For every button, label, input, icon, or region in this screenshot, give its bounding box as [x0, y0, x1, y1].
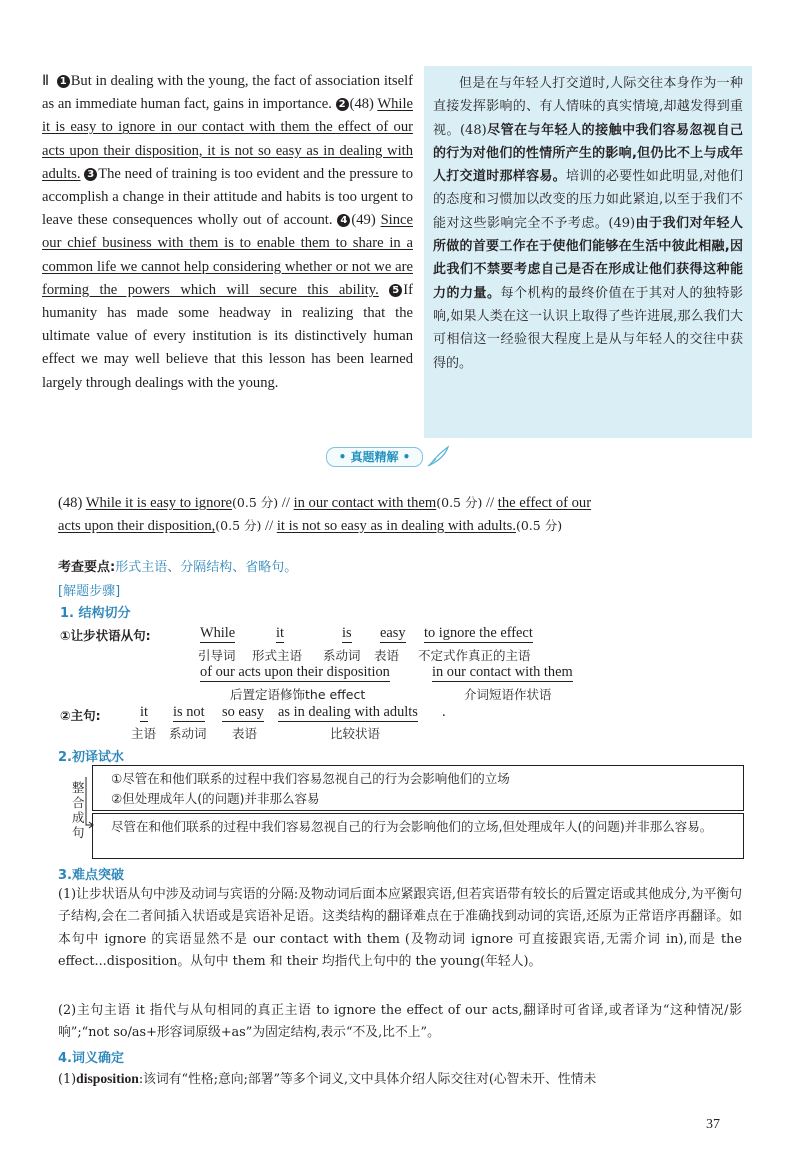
step-1-title: 1. 结构切分 [60, 606, 131, 621]
label-postmodifier: 后置定语修饰the effect [230, 687, 366, 702]
label-subject: 主语 [131, 726, 157, 741]
cn-part-1: 但是在与年轻人打交道时,人际交往本身作为一种直接发挥影响的、有人情味的真实情境,却越发得到重视。(48) [433, 76, 743, 138]
step-4-title: 4.词义确定 [58, 1051, 124, 1066]
step-3-paragraph-1: (1)让步状语从句中涉及动词与宾语的分隔:及物动词后面本应紧跟宾语,但若宾语带有较长的后置定语或其他成分,为平衡句子结构,会在二者间插入状语或是宾语补足语。这类结构的翻译难点在于准确找到动词的宾语,还原为正常语序再翻译。如本句中 ignore 的宾语显然不是 our contact with them (及物动词 ignore 可直接跟宾语,无需介词 in),而是 the effect...disposition。从句中 them 和 their 均指代上句中的 the young(年轻人)。 [58, 887, 742, 969]
scoring-segment-1: While it is easy to ignore [85, 495, 233, 511]
scoring-separator-3: // [265, 518, 274, 534]
label-connective: 引导词 [198, 648, 236, 663]
sentence-49: Since our chief business with them is to enable them to share in a common life we cannot help considering whether or not we are forming the powers which will secure this ability. [42, 212, 413, 298]
scoring-separator-2: // [486, 495, 495, 511]
step-3-paragraph-2: (2)主句主语 it 指代与从句相同的真正主语 to ignore the effect of our acts,翻译时可省译,或者译为“这种情况/影响”;“not so/as+形容词原级+as”为固定结构,表示“不及,比不上”。 [58, 1003, 742, 1041]
scoring-segment-3b: acts upon their disposition, [58, 518, 216, 534]
question-48-label: (48) [349, 96, 374, 113]
sentence-48: While it is easy to ignore in our contact with them the effect of our acts upon their disposition, it is not so easy as in dealing with adults. [42, 96, 413, 182]
label-predicative: 表语 [374, 648, 400, 663]
main-phrase-as-in-dealing: as in dealing with adults [278, 704, 418, 720]
english-passage [42, 70, 413, 395]
step-3-title: 3.难点突破 [58, 868, 124, 883]
word-is: is [342, 625, 352, 641]
scoring-points-4: (0.5 分) [515, 518, 563, 533]
merged-box [92, 813, 744, 859]
main-period: . [442, 704, 446, 720]
step-2-title: 2.初译试水 [58, 750, 124, 765]
page-number: 37 [706, 1117, 720, 1132]
scoring-points-3: (0.5 分) [215, 518, 262, 533]
main-word-so-easy: so easy [222, 704, 264, 720]
merge-side-label: 整 合 成 句 [72, 780, 85, 840]
sentence-number-1: 1 [57, 75, 70, 88]
label-main-linking-verb: 系动词 [169, 726, 207, 741]
scoring-segment-3a: the effect of our [497, 495, 592, 511]
label-comparative-adverbial: 比较状语 [330, 726, 381, 741]
banner-label: • 真题精解 • [326, 447, 423, 467]
key-points [58, 556, 297, 575]
cn-translation-49: 由于我们对年轻人所做的首要工作在于使他们能够在生活中彼此相融,因此我们不禁要考虑自己是否在形成让他们获得这种能力的力量。 [433, 215, 743, 301]
sentence-number-3: 3 [84, 168, 97, 181]
word-while: While [200, 625, 236, 641]
word-it: it [276, 625, 284, 641]
merged-sentence: 尽管在和他们联系的过程中我们容易忽视自己的行为会影响他们的立场,但处理成年人(的问题)并非那么容易。 [111, 819, 713, 834]
word-disposition: disposition [76, 1071, 139, 1086]
scoring-separator-1: // [281, 495, 290, 511]
draft-box [92, 765, 744, 811]
sentence-5: If humanity has made some headway in realizing that the ultimate value of every institution is its distinctively human effect we may well believe that this lesson has been learned largely through dealings with the young. [42, 281, 413, 391]
sentence-number-2: 2 [336, 98, 349, 111]
cn-translation-48: 尽管在与年轻人的接触中我们容易忽视自己的行为对他们的性情所产生的影响,但仍比不上与成年人打交道时那样容易。 [433, 122, 743, 185]
main-word-it: it [140, 704, 148, 720]
scoring-line-2 [58, 516, 562, 535]
concessive-clause-label: ①让步状语从句: [60, 628, 151, 643]
cn-part-3: 每个机构的最终价值在于其对人的独特影响,如果人类在这一认识上取得了些许进展,那么我们大可相信这一经验很大程度上是从与年轻人的交往中获得的。 [433, 285, 743, 371]
scoring-points-2: (0.5 分) [436, 495, 483, 510]
word-easy: easy [380, 625, 406, 641]
phrase-in-our-contact: in our contact with them [432, 664, 573, 680]
question-49-label: (49) [351, 212, 376, 229]
step-4-paragraph-1: (1)disposition:该词有“性格;意向;部署”等多个词义,文中具体介绍人际交往对(心智未开、性情未 [58, 1071, 597, 1087]
quill-icon [426, 445, 452, 467]
phrase-of-our-acts: of our acts upon their disposition [200, 664, 390, 680]
scoring-segment-2: in our contact with them [293, 495, 437, 511]
phrase-to-ignore: to ignore the effect [424, 625, 533, 641]
sentence-number-5: 5 [389, 284, 402, 297]
section-roman: Ⅱ [42, 73, 50, 89]
sentence-number-4: 4 [337, 214, 350, 227]
label-formal-subject: 形式主语 [252, 648, 303, 663]
scoring-number: (48) [58, 495, 83, 511]
label-adverbial: 介词短语作状语 [464, 687, 552, 702]
cn-part-2: 培训的必要性如此明显,对他们的态度和习惯加以改变的压力如此紧迫,以至于我们不能对这些影响完全不予考虑。(49) [433, 169, 743, 231]
main-word-is-not: is not [173, 704, 205, 720]
section-banner [326, 445, 456, 467]
scoring-segment-4: it is not so easy as in dealing with adults. [276, 518, 516, 534]
scoring-line-1 [58, 493, 591, 512]
label-main-predicative: 表语 [232, 726, 258, 741]
chinese-translation-box [424, 66, 752, 438]
scoring-points-1: (0.5 分) [232, 495, 279, 510]
main-clause-label: ②主句: [60, 708, 101, 723]
key-points-text: 形式主语、分隔结构、省略句。 [115, 560, 298, 575]
sentence-3: The need of training is too evident and the pressure to accomplish a change in their attitude and habits is too urgent to leave these consequences wholly out of account. [42, 165, 413, 229]
steps-heading: [解题步骤] [58, 584, 121, 599]
draft-line-1: ①尽管在和他们联系的过程中我们容易忽视自己的行为会影响他们的立场 [111, 771, 510, 786]
label-linking-verb: 系动词 [323, 648, 361, 663]
key-points-label: 考查要点: [58, 560, 116, 575]
label-real-subject: 不定式作真正的主语 [418, 648, 531, 663]
sentence-1: But in dealing with the young, the fact of association itself as an immediate human fact, gains in importance. [42, 73, 413, 113]
draft-line-2: ②但处理成年人(的问题)并非那么容易 [111, 791, 320, 806]
